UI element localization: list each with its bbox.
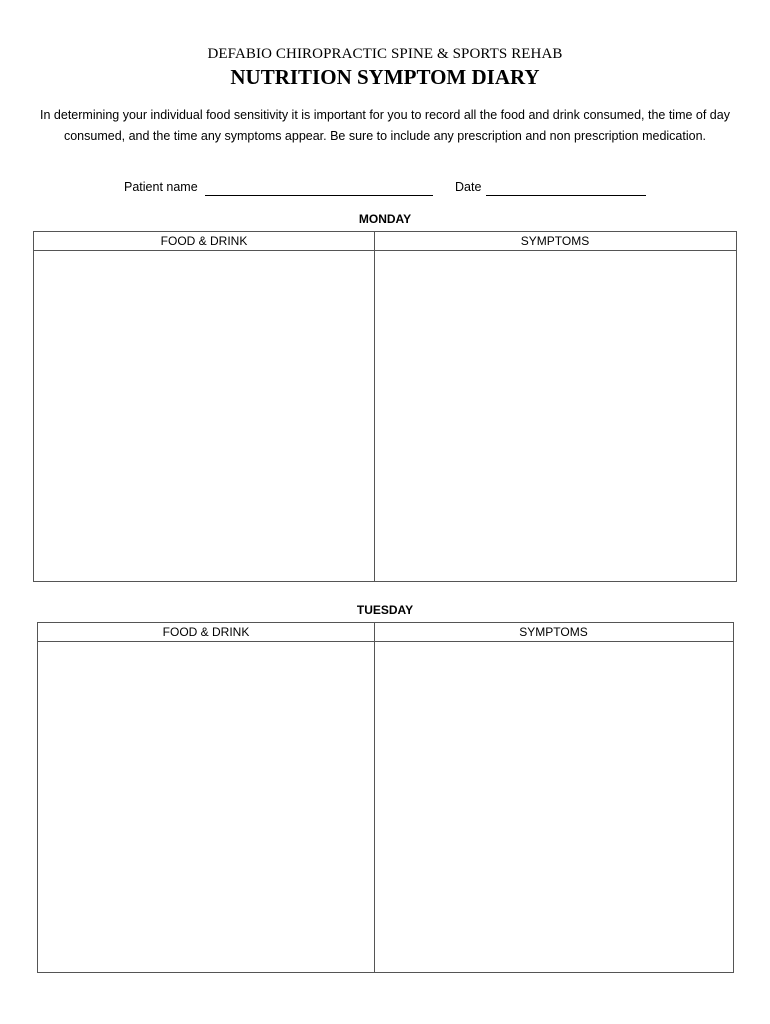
patient-name-label: Patient name bbox=[124, 180, 198, 194]
column-header-food-drink: FOOD & DRINK bbox=[162, 625, 250, 639]
day-heading-tuesday: TUESDAY bbox=[356, 603, 414, 617]
tuesday-symptoms-cell[interactable] bbox=[375, 642, 733, 972]
column-header-symptoms: SYMPTOMS bbox=[519, 625, 588, 639]
patient-info-row bbox=[0, 178, 770, 198]
clinic-name: DEFABIO CHIROPRACTIC SPINE & SPORTS REHAB bbox=[207, 46, 563, 62]
patient-name-field[interactable] bbox=[205, 195, 433, 196]
date-field[interactable] bbox=[486, 195, 646, 196]
column-header-symptoms: SYMPTOMS bbox=[520, 234, 590, 248]
monday-symptoms-cell[interactable] bbox=[375, 251, 736, 581]
column-header-food-drink: FOOD & DRINK bbox=[160, 234, 248, 248]
monday-food-drink-cell[interactable] bbox=[34, 251, 374, 581]
day-heading-monday: MONDAY bbox=[358, 212, 412, 226]
date-label: Date bbox=[455, 180, 482, 194]
tuesday-food-drink-cell[interactable] bbox=[38, 642, 374, 972]
monday-diary-table bbox=[33, 231, 737, 582]
form-title: NUTRITION SYMPTOM DIARY bbox=[230, 65, 540, 89]
tuesday-diary-table bbox=[37, 622, 734, 973]
instructions-paragraph: In determining your individual food sensitivity it is important for you to record all the food and drink consumed, the time of day consumed, and the time any symptoms appear. Be sure to include any prescription and non prescription medication. bbox=[40, 108, 730, 143]
